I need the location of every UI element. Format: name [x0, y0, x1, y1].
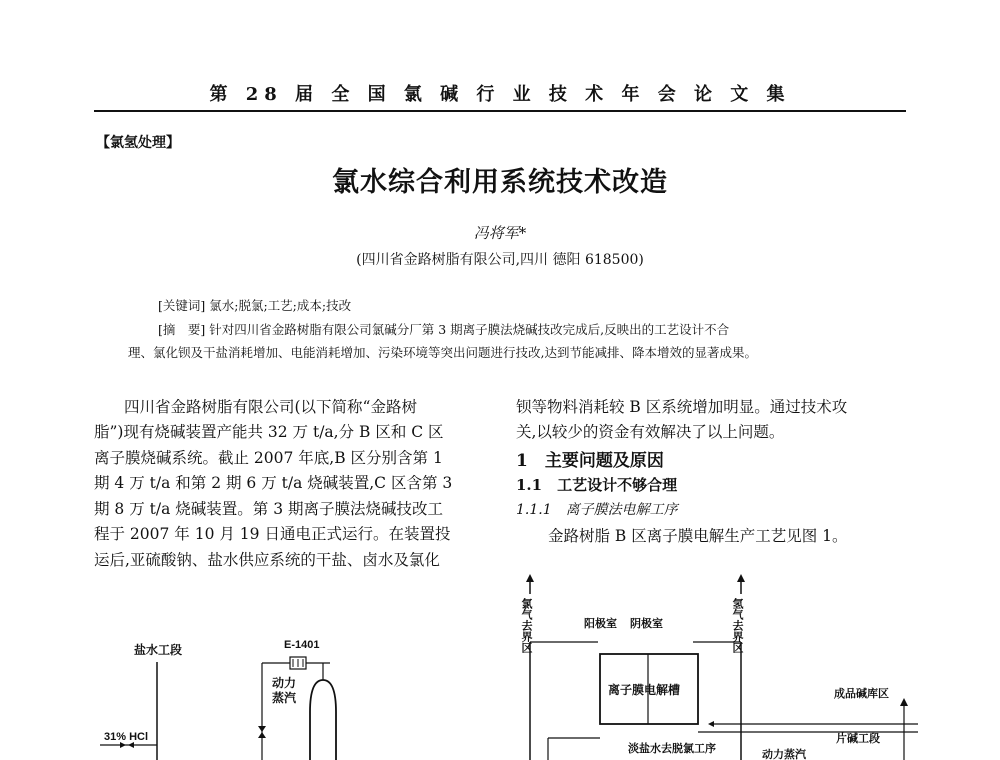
electrolyzer-label: 离子膜电解槽	[608, 683, 681, 697]
body-line: 离子膜烧碱系统。截止 2007 年底,B 区分别含第 1	[94, 449, 443, 467]
body-line: 期 8 万 t/a 烧碱装置。第 3 期离子膜法烧碱技改工	[94, 500, 443, 518]
section-heading: 1 主要问题及原因	[516, 451, 664, 471]
valve-icon	[258, 726, 266, 738]
hydrogen-out-label: 氢气去界区	[731, 598, 743, 653]
product-area-label: 成品碱库区	[834, 688, 889, 700]
subsubsection-heading: 1.1.1 离子膜法电解工序	[516, 502, 678, 518]
arrow-up-icon	[900, 698, 908, 706]
process-diagram-right	[518, 572, 918, 760]
author: 冯将军*	[473, 224, 527, 242]
header-rule	[94, 110, 906, 112]
arrow-up-icon	[526, 574, 534, 582]
chlorine-out-label: 氯气去界区	[520, 598, 532, 653]
body-line: 脂”)现有烧碱装置产能共 32 万 t/a,分 B 区和 C 区	[94, 423, 444, 441]
brine-section-label: 盐水工段	[134, 643, 183, 657]
body-line: 关,以较少的资金有效解决了以上问题。	[516, 423, 785, 441]
hcl-label: 31% HCl	[104, 731, 149, 743]
power-steam-label: 动力蒸汽	[762, 749, 806, 760]
power-label: 动力	[272, 676, 297, 690]
body-line: 四川省金路树脂有限公司(以下简称“金路树	[124, 398, 417, 416]
column-vessel	[310, 680, 336, 760]
body-line: 期 4 万 t/a 和第 2 期 6 万 t/a 烧碱装置,C 区含第 3	[94, 474, 453, 492]
body-line: 运后,亚硫酸钠、盐水供应系统的干盐、卤水及氯化	[94, 551, 440, 569]
steam-label: 蒸汽	[272, 691, 297, 705]
body-line: 钡等物料消耗较 B 区系统增加明显。通过技术攻	[516, 398, 848, 416]
abstract-line: 理、氯化钡及干盐消耗增加、电能消耗增加、污染环境等突出问题进行技改,达到节能减排、降本增效的显著成果。	[128, 345, 757, 360]
anode-label: 阳极室	[584, 618, 617, 630]
subsection-heading: 1.1 工艺设计不够合理	[516, 476, 678, 494]
figure-reference: 金路树脂 B 区离子膜电解生产工艺见图 1。	[548, 527, 848, 545]
cathode-label: 阴极室	[630, 618, 663, 630]
flake-section-label: 片碱工段	[836, 733, 880, 745]
abstract-line: [摘 要] 针对四川省金路树脂有限公司氯碱分厂第 3 期离子膜法烧碱技改完成后,反映出的工艺设计不合	[158, 322, 730, 337]
arrow-left-icon	[708, 721, 714, 727]
dechlorination-label: 淡盐水去脱氯工序	[628, 743, 716, 755]
section-tag: 【氯氢处理】	[96, 135, 180, 151]
affiliation: (四川省金路树脂有限公司,四川 德阳 618500)	[356, 252, 644, 268]
body-line: 程于 2007 年 10 月 19 日通电正式运行。在装置投	[94, 525, 451, 543]
running-header: 第 28 届 全 国 氯 碱 行 业 技 术 年 会 论 文 集	[209, 84, 791, 105]
equipment-label: E-1401	[284, 639, 320, 651]
process-diagram-left	[90, 630, 420, 760]
keywords: [关键词] 氯水;脱氯;工艺;成本;技改	[158, 298, 352, 313]
arrow-up-icon	[737, 574, 745, 582]
paper-title: 氯水综合利用系统技术改造	[332, 167, 668, 198]
